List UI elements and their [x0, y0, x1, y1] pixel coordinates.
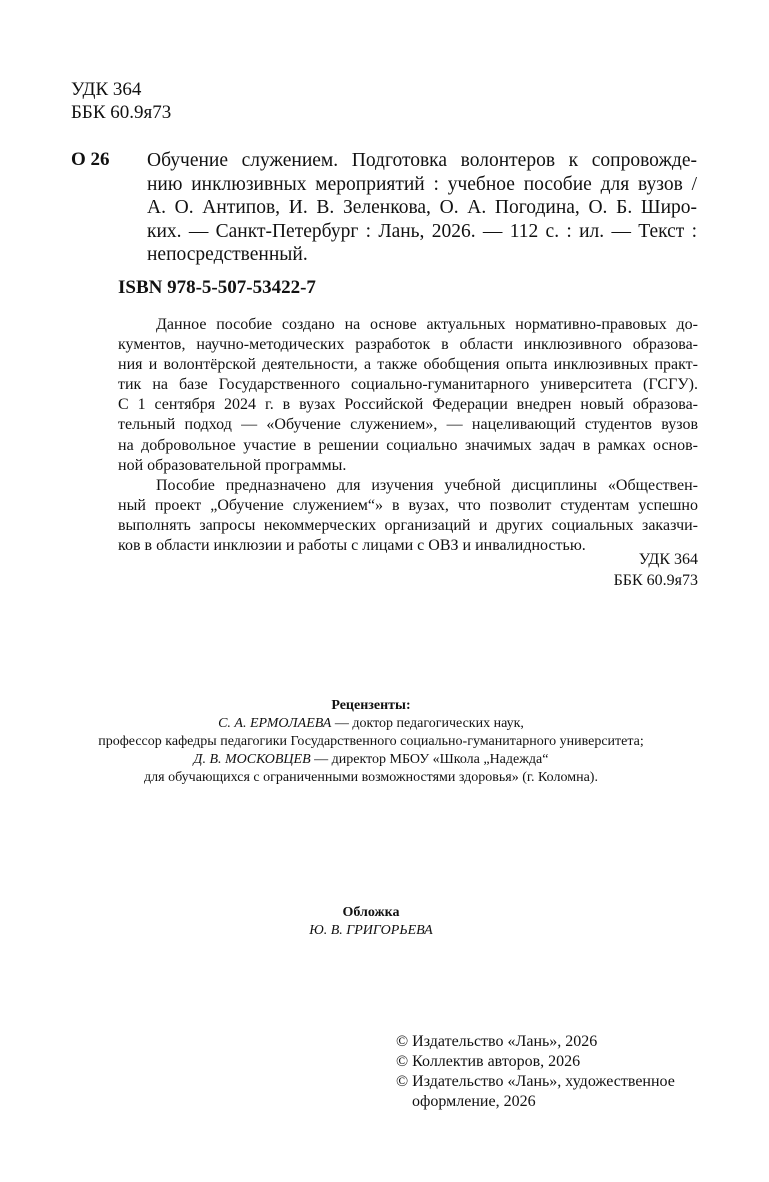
annotation-line: кументов, научно-методических разработок в области инклюзивного образова- [118, 336, 698, 354]
annotation-line: на добровольное участие в решении социально значимых задач в рамках основ- [118, 436, 698, 454]
bbk-code: ББК 60.9я73 [71, 102, 172, 123]
cover-credit [60, 904, 682, 940]
annotation-line: ков в области инклюзии и работы с лицами с ОВЗ и инвалидностью. [118, 537, 586, 555]
annotation-line: Данное пособие создано на основе актуальных нормативно-правовых до- [156, 316, 698, 333]
annotation-line: ния и волонтёрской деятельности, а также обобщения опыта инклюзивных практ- [118, 356, 698, 374]
annotation-line: тик на базе Государственного социально-гуманитарного университета (ГСГУ). [118, 376, 698, 394]
classification-top [71, 78, 171, 124]
annotation-line: тельный подход — «Обучение служением», — нацеливающий студентов вузов [118, 416, 698, 434]
copyright-block [396, 1032, 675, 1112]
isbn: ISBN 978-5-507-53422-7 [118, 277, 316, 298]
cover-designer: Ю. В. ГРИГОРЬЕВА [309, 923, 433, 938]
reviewer-line [60, 751, 682, 769]
copyright-line: © Коллектив авторов, 2026 [396, 1053, 581, 1070]
reviewer-name: Д. В. МОСКОВЦЕВ [193, 752, 311, 767]
biblio-line: Обучение служением. Подготовка волонтеров к сопровожде- [147, 150, 697, 171]
udk-code: УДК 364 [638, 551, 698, 568]
author-code: О 26 [71, 149, 110, 170]
cover-title: Обложка [342, 905, 400, 920]
reviewer-desc: — доктор педагогических наук, [331, 716, 524, 731]
annotation [118, 315, 698, 556]
copyright-line: © Издательство «Лань», 2026 [396, 1033, 598, 1050]
udk-code: УДК 364 [71, 79, 142, 100]
classification-bottom [614, 549, 698, 591]
biblio-line: А. О. Антипов, И. В. Зеленкова, О. А. Погодина, О. Б. Широ- [147, 197, 697, 218]
reviewer-desc: для обучающихся с ограниченными возможностями здоровья» (г. Коломна). [144, 770, 598, 785]
annotation-line: Пособие предназначено для изучения учебной дисциплины «Обществен- [156, 476, 698, 494]
reviewer-desc: профессор кафедры педагогики Государственного социально-гуманитарного университета; [98, 734, 644, 749]
biblio-line: непосредственный. [147, 244, 308, 265]
reviewer-line [60, 715, 682, 733]
reviewers-title: Рецензенты: [331, 698, 411, 713]
reviewer-desc: — директор МБОУ «Школа „Надежда“ [310, 752, 549, 767]
reviewers-block [60, 697, 682, 787]
annotation-line: ный проект „Обучение служением“» в вузах, что позволит студентам успешно [118, 496, 698, 514]
annotation-line: С 1 сентября 2024 г. в вузах Российской Федерации внедрен новый образова- [118, 396, 698, 414]
biblio-line: ких. — Санкт-Петербург : Лань, 2026. — 112 с. : ил. — Текст : [147, 220, 697, 242]
biblio-line: нию инклюзивных мероприятий : учебное пособие для вузов / [147, 173, 697, 195]
copyright-line: © Издательство «Лань», художественное [396, 1073, 675, 1090]
reviewer-name: С. А. ЕРМОЛАЕВА [218, 716, 332, 731]
copyright-line: оформление, 2026 [412, 1093, 536, 1110]
annotation-line: выполнять запросы некоммерческих организаций и других социальных заказчи- [118, 516, 698, 534]
bibliographic-record [147, 149, 697, 267]
bbk-code: ББК 60.9я73 [613, 572, 698, 589]
annotation-line: ной образовательной программы. [118, 456, 347, 474]
